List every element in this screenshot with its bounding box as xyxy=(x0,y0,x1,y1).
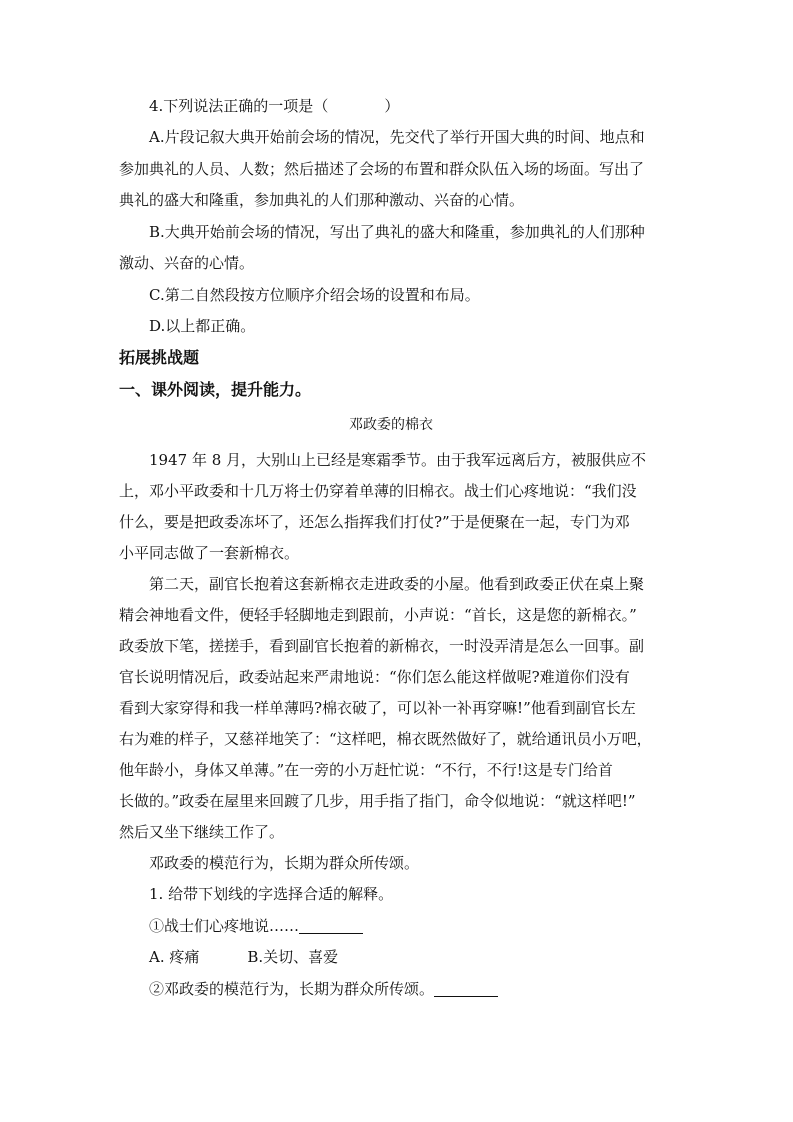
passage-line: 他年龄小，身体又单薄。”在一旁的小万赶忙说：“不行，不行!这是专门给首 xyxy=(119,761,613,779)
option-d: D.以上都正确。 xyxy=(149,317,256,335)
answer-blank[interactable] xyxy=(299,917,363,934)
option-b-line-2: 激动、兴奋的心情。 xyxy=(119,254,255,272)
question-1-stem: 1. 给带下划线的字选择合适的解释。 xyxy=(149,885,394,903)
option-c: C.第二自然段按方位顺序介绍会场的设置和布局。 xyxy=(149,286,480,304)
item-1-option-b: B.关切、喜爱 xyxy=(247,948,339,966)
passage-line: 1947 年 8 月，大别山上已经是寒霜季节。由于我军远离后方，被服供应不 xyxy=(149,451,647,469)
question-1-item-1-options xyxy=(149,947,338,967)
passage-line: 看到大家穿得和我一样单薄吗?棉衣破了，可以补一补再穿嘛!”他看到副官长左 xyxy=(119,699,636,717)
passage-line: 邓政委的模范行为，长期为群众所传颂。 xyxy=(149,854,420,872)
passage-line: 长做的。”政委在屋里来回踱了几步，用手指了指门，命令似地说：“就这样吧!” xyxy=(119,792,636,810)
answer-blank[interactable] xyxy=(434,980,498,997)
passage-line: 第二天，副官长抱着这套新棉衣走进政委的小屋。他看到政委正伏在桌上聚 xyxy=(149,575,645,593)
passage-line: 官长说明情况后，政委站起来严肃地说：“你们怎么能这样做呢?难道你们没有 xyxy=(119,668,630,686)
passage-line: 右为难的样子，又慈祥地笑了：“这样吧，棉衣既然做好了，就给通讯员小万吧， xyxy=(119,730,652,748)
question-1-item-2 xyxy=(149,979,498,999)
option-a-line-2: 参加典礼的人员、人数；然后描述了会场的布置和群众队伍入场的场面。写出了 xyxy=(119,160,645,178)
option-a-line-3: 典礼的盛大和隆重，参加典礼的人们那种激动、兴奋的心情。 xyxy=(119,191,525,209)
item-1-option-a: A. 疼痛 xyxy=(149,948,200,966)
option-a-line-1: A.片段记叙大典开始前会场的情况，先交代了举行开国大典的时间、地点和 xyxy=(149,128,645,146)
passage-line: 上，邓小平政委和十几万将士仍穿着单薄的旧棉衣。战士们心疼地说：“我们没 xyxy=(119,482,637,500)
passage-line: 然后又坐下继续工作了。 xyxy=(119,823,285,841)
question-4-stem-prefix: 4.下列说法正确的一项是（ xyxy=(149,97,329,115)
question-1-item-1 xyxy=(149,916,363,936)
item-2-text: ②邓政委的模范行为，长期为群众所传颂。 xyxy=(149,980,435,998)
item-1-text: ①战士们心疼地说…… xyxy=(149,917,300,935)
passage-title: 邓政委的棉衣 xyxy=(349,417,433,433)
passage-line: 什么，要是把政委冻坏了，还怎么指挥我们打仗?”于是便聚在一起，专门为邓 xyxy=(119,513,630,531)
passage-line: 小平同志做了一套新棉衣。 xyxy=(119,544,300,562)
question-4-stem-suffix: ） xyxy=(384,97,400,115)
part-heading: 一、课外阅读，提升能力。 xyxy=(119,380,312,399)
passage-line: 精会神地看文件，便轻手轻脚地走到跟前，小声说：“首长，这是您的新棉衣。” xyxy=(119,606,637,624)
option-b-line-1: B.大典开始前会场的情况，写出了典礼的盛大和隆重，参加典礼的人们那种 xyxy=(149,223,645,241)
section-heading: 拓展挑战题 xyxy=(119,348,200,367)
question-4-stem xyxy=(149,96,399,116)
passage-line: 政委放下笔，搓搓手，看到副官长抱着的新棉衣，一时没弄清是怎么一回事。副 xyxy=(119,637,645,655)
